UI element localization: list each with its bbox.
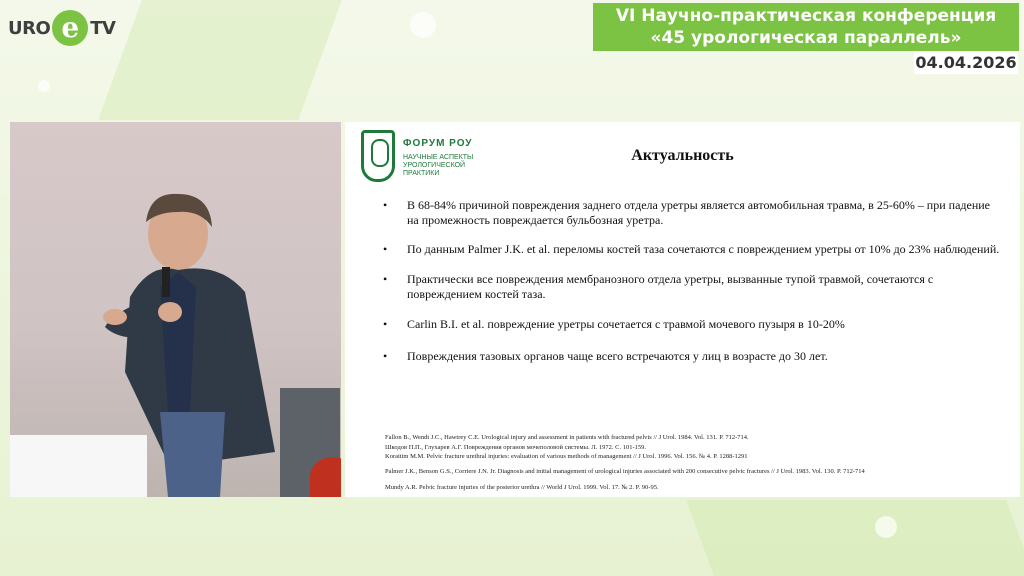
reference-item: Palmer J.K., Benson G.S., Corriere J.N. Jr. Diagnosis and initial management of urological injuries associated with 200 consecutive pelvic fractures // J Urol. 1983. Vol. 130. P. 712-714	[385, 468, 865, 475]
background-film-strip	[686, 500, 1024, 576]
forum-rou-subtitle: НАУЧНЫЕ АСПЕКТЫ УРОЛОГИЧЕСКОЙ ПРАКТИКИ	[403, 154, 474, 177]
presentation-slide: ФОРУМ РОУ НАУЧНЫЕ АСПЕКТЫ УРОЛОГИЧЕСКОЙ ПРАКТИКИ Актуальность • В 68-84% причиной повреждения заднего отдела уретры является автомобильная травма, в 25-60% – при падение на промежность повреждается бульбозная уретра. • По данным Palmer J.K. et al. переломы костей таза сочетаются с повреждением уретры от 10% до 23% наблюдений. • Практически все повреждения мембранозного отдела уретры, вызванные тупой травмой, сочетаются с повреждением костей таза. • Carlin B.I. et al. повреждение уретры сочетается с травмой мочевого пузыря в 10-20% • Повреждения тазовых органов чаще всего встречаются у лиц в возрасте до 30 лет. Fallon B., Wendt J.C., Hawtrey C.E. Urological injury and assessment in patients with fractured pelvis // J Urol. 1984. Vol. 131. P. 712-714. Шкодов П.П., Глухарев А.Г. Повреждения органов мочеполовой системы. Л. 1972. С. 101-159. Koraitim M.M. Pelvic fracture urethral injuries: evaluation of various methods of management // J Urol. 1996. Vol. 156. № 4. P. 1288-1291 Palmer J.K., Benson G.S., Corriere J.N. Jr. Diagnosis and initial management of urological injuries associated with 200 consecutive pelvic fractures // J Urol. 1983. Vol. 130. P. 712-714 Mundy A.R. Pelvic fracture injuries of the posterior urethra // World J Urol. 1999. Vol. 17. № 2. P. 90-95.	[345, 122, 1020, 497]
speaker-video	[10, 122, 341, 497]
slide-title: Актуальность	[631, 147, 734, 164]
conference-title-banner	[593, 3, 1019, 51]
reference-item: Шкодов П.П., Глухарев А.Г. Повреждения органов мочеполовой системы. Л. 1972. С. 101-159.	[385, 444, 647, 451]
background-bokeh	[410, 12, 436, 38]
background-bokeh	[38, 80, 50, 92]
audience-head	[310, 457, 341, 497]
speaker-figure	[10, 122, 341, 497]
reference-item: Koraitim M.M. Pelvic fracture urethral injuries: evaluation of various methods of management // J Urol. 1996. Vol. 156. № 4. P. 1288-1291	[385, 453, 748, 460]
conference-date: 04.04.2026	[915, 53, 1017, 72]
logo-e-icon: e	[52, 10, 88, 46]
forum-rou-name: ФОРУМ РОУ	[403, 138, 473, 149]
reference-item: Fallon B., Wendt J.C., Hawtrey C.E. Urological injury and assessment in patients with fractured pelvis // J Urol. 1984. Vol. 131. P. 712-714.	[385, 434, 749, 441]
conference-title-line1: VI Научно-практическая конференция	[615, 6, 997, 26]
background-bokeh	[875, 516, 897, 538]
logo-text-right: TV	[90, 17, 116, 39]
urotv-logo	[8, 6, 116, 50]
logo-text-left: URO	[8, 17, 51, 39]
background-film-strip	[98, 0, 342, 120]
reference-item: Mundy A.R. Pelvic fracture injuries of the posterior urethra // World J Urol. 1999. Vol. 17. № 2. P. 90-95.	[385, 484, 659, 491]
conference-title-line2: «45 урологическая параллель»	[650, 28, 962, 48]
